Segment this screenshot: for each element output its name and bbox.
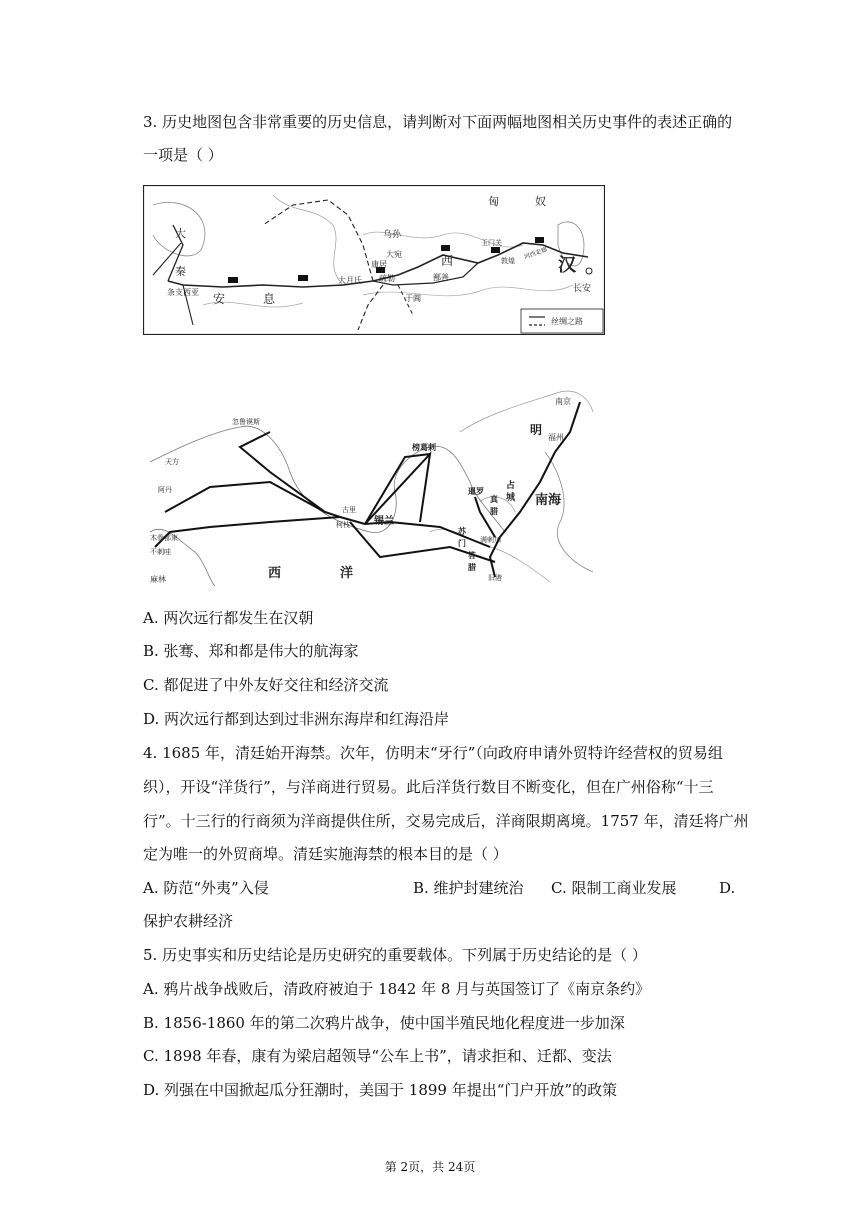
page-footer: 第 2页，共 24页 [384,1160,476,1174]
q4-options-row [143,878,753,898]
map1-label-anxi-2: 息 [263,292,276,306]
map1-label-xiongnu-2: 奴 [535,195,546,208]
q3-stem-line2: 一项是（ ） [143,146,223,164]
q4-option-d: D. [719,879,736,897]
q3-option-b: B. 张骞、郑和都是伟大的航海家 [143,642,359,660]
map2-label-mangjiala: 满剌加 [480,536,501,544]
map2-label-sumendala-4: 腊 [468,563,476,572]
map1-label-dayuezhi: 大月氏 [338,276,362,285]
map2-label-xilan: 锡兰 [374,516,394,527]
q4-option-d-text: 保护农耕经济 [143,912,234,930]
q3-option-d: D. 两次远行都到达到过非洲东海岸和红海沿岸 [143,710,450,728]
map1-label-shanshan: 鄯善 [433,273,449,282]
q4-option-b: B. 维护封建统治 [413,879,524,897]
map2-label-azi: 阿丹 [158,486,172,494]
map1-label-yutian: 于阗 [405,294,421,303]
map1-label-yumenguan: 玉门关 [481,239,502,247]
map2-label-jiuguang: 旧港 [488,574,502,582]
map1-label-daqin-1: 大 [175,227,186,240]
map2-label-fuzhou: 福州 [548,433,564,442]
q3-option-c: C. 都促进了中外友好交往和经济交流 [143,676,389,694]
map2-label-sumendala-3: 答 [468,551,476,560]
q5-option-b: B. 1856-1860 年的第二次鸦片战争，使中国半殖民地化程度进一步加深 [143,1014,625,1032]
map1-label-hexi: 河西走廊 [523,246,549,261]
map2-label-xianluo-3: 腊 [490,507,498,516]
map1-label-shule: 疏勒 [379,274,395,283]
map1-label-xiongnu-1: 匈 [488,195,499,208]
map2-label-ming: 明 [530,423,543,437]
q4-stem-line1: 4. 1685 年，清廷始开海禁。次年，仿明末“牙行”（向政府申请外贸特许经营权的贸易组 [143,744,723,762]
map2-label-xiyang-2: 洋 [340,566,354,581]
q4-option-c: C. 限制工商业发展 [551,879,677,897]
map2-label-guli: 古里 [342,506,356,514]
silk-road-map [143,185,605,335]
map2-label-xiyang-1: 西 [268,566,282,581]
map1-label-xi: 西 [441,254,454,268]
map1-legend-label: 丝绸之路 [551,317,583,326]
map2-label-bulawa: 不刺哇 [150,548,171,556]
map2-label-hulumosi: 忽鲁谟斯 [232,418,260,426]
map2-label-nanjing: 南京 [555,397,571,406]
map2-label-tianfang: 天方 [165,458,179,466]
q3-option-a: A. 两次远行都发生在汉朝 [143,609,314,627]
q4-stem-line4: 定为唯一的外贸商埠。清廷实施海禁的根本目的是（ ） [143,845,508,863]
map2-label-xianluo-1: 暹罗 [468,487,484,496]
map2-label-malin: 麻林 [150,575,166,584]
q5-option-c: C. 1898 年春，康有为梁启超领导“公车上书”，请求拒和、迁都、变法 [143,1047,612,1065]
q3-stem-line1: 3. 历史地图包含非常重要的历史信息，请判断对下面两幅地图相关历史事件的表述正确的 [143,113,733,131]
map1-label-anxi-1: 安 [213,292,226,306]
map2-label-bangela: 榜葛剌 [412,443,436,452]
map2-label-nanhai: 南海 [535,493,562,508]
zheng-he-map [150,372,593,586]
map2-label-kezhi: 柯枝 [336,521,350,529]
map1-label-tiaozhi: 条支西亚 [167,288,199,297]
map2-label-zhancheng-2: 城 [506,493,516,503]
map2-label-sumendala-2: 门 [458,539,466,548]
map1-label-han: 汉 [558,255,576,276]
map1-label-dayuan: 大宛 [386,250,402,259]
q4-stem-line3: 行”。十三行的行商须为洋商提供住所，交易完成后，洋商限期离境。1757 年，清廷将广州 [143,812,749,830]
map2-label-mugudushu: 木骨都束 [150,534,178,542]
map1-label-daqin-2: 秦 [175,265,186,278]
map1-label-changan: 长安 [573,284,592,294]
q4-option-a: A. 防范“外夷”入侵 [143,879,269,897]
map2-label-xianluo-2: 真 [490,495,498,504]
q5-option-a: A. 鸦片战争战败后，清政府被迫于 1842 年 8 月与英国签订了《南京条约》 [143,980,651,998]
map2-label-zhancheng-1: 占 [506,481,516,491]
q4-stem-line2: 织），开设“洋货行”，与洋商进行贸易。此后洋货行数目不断变化，但在广州俗称“十三 [143,778,714,796]
q5-option-d: D. 列强在中国掀起瓜分狂潮时，美国于 1899 年提出“门户开放”的政策 [143,1081,618,1099]
map1-label-wusun: 乌孙 [383,230,402,240]
map1-legend [521,309,603,333]
q5-stem: 5. 历史事实和历史结论是历史研究的重要载体。下列属于历史结论的是（ ） [143,946,647,964]
map1-label-kangju: 康居 [371,260,387,269]
map2-label-sumendala-1: 苏 [458,527,466,536]
map1-label-dunhuang: 敦煌 [501,257,515,265]
